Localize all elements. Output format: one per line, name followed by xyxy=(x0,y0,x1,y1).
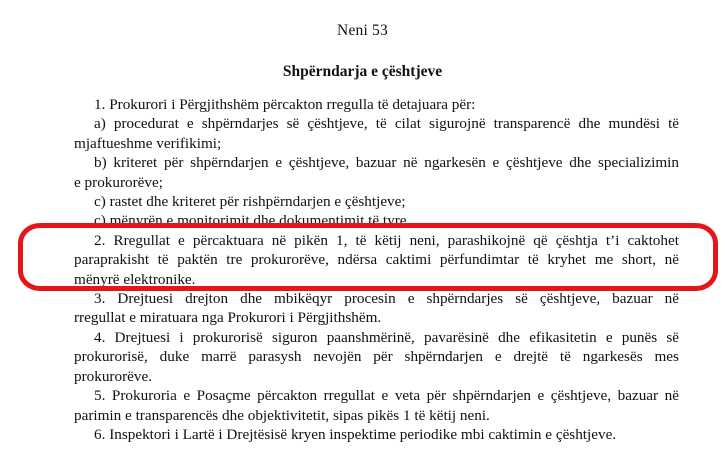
paragraph-line: 1. Prokurori i Përgjithshëm përcakton rregulla të detajuara për: xyxy=(94,96,476,113)
paragraph-line: 6. Inspektori i Lartë i Drejtësisë kryen inspektime periodike mbi caktimin e çështjeve. xyxy=(94,425,617,443)
paragraph xyxy=(74,231,679,289)
paragraph-line: mjaftueshme verifikimi; xyxy=(74,134,222,152)
paragraph-line: 3. Drejtuesi drejton dhe mbikëqyr procesin e shpërndarjes së çështjeve, bazuar në xyxy=(94,290,679,308)
paragraph-line: 2. Rregullat e përcaktuara në pikën 1, të këtij neni, parashikojnë që çështja t’i caktohet xyxy=(94,231,679,249)
paragraph-line: paraprakisht të paktën tre prokurorëve, ndërsa caktimi përfundimtar të kryhet me short, në xyxy=(74,251,679,269)
paragraph-line: ç) mënyrën e monitorimit dhe dokumentimit të tyre. xyxy=(94,212,411,230)
paragraph xyxy=(74,328,679,386)
article-number: Neni 53 xyxy=(337,22,388,39)
paragraph-line: rregullat e miratuara nga Prokurori i Përgjithshëm. xyxy=(74,309,382,327)
paragraph-line: prokurorisë, duke marrë parasysh nevojën për shpërndarjen e drejtë të ngarkesës mes xyxy=(74,348,679,366)
paragraph xyxy=(74,289,679,328)
paragraph xyxy=(94,211,679,230)
paragraph xyxy=(74,114,680,153)
paragraph-line: mënyrë elektronike. xyxy=(74,270,196,288)
article-title: Shpërndarja e çështjeve xyxy=(282,63,443,80)
paragraph-line: 4. Drejtuesi i prokurorisë siguron paanshmërinë, pavarësinë dhe efikasitetin e punës së xyxy=(94,328,679,346)
paragraph xyxy=(74,386,679,425)
paragraph-line: prokurorëve. xyxy=(74,367,153,385)
paragraph xyxy=(94,95,679,114)
paragraph-line: a) procedurat e shpërndarjes së çështjeve, të cilat sigurojnë transparencë dhe mundësi të xyxy=(94,115,680,133)
paragraph-line: c) rastet dhe kriteret për rishpërndarjen e çështjeve; xyxy=(94,193,406,211)
article-body xyxy=(74,95,680,444)
paragraph xyxy=(94,192,679,211)
paragraph xyxy=(94,425,679,444)
paragraph-line: 5. Prokuroria e Posaçme përcakton rregullat e veta për shpërndarjen e çështjeve, bazuar në xyxy=(94,387,679,405)
paragraph-line: parimin e transparencës dhe objektivitetit, sipas pikës 1 të këtij neni. xyxy=(74,406,490,424)
paragraph xyxy=(74,153,679,192)
paragraph-line: e prokurorëve; xyxy=(74,173,163,191)
paragraph-line: b) kriteret për shpërndarjen e çështjeve, bazuar në ngarkesën e çështjeve dhe specializimin xyxy=(94,154,679,172)
